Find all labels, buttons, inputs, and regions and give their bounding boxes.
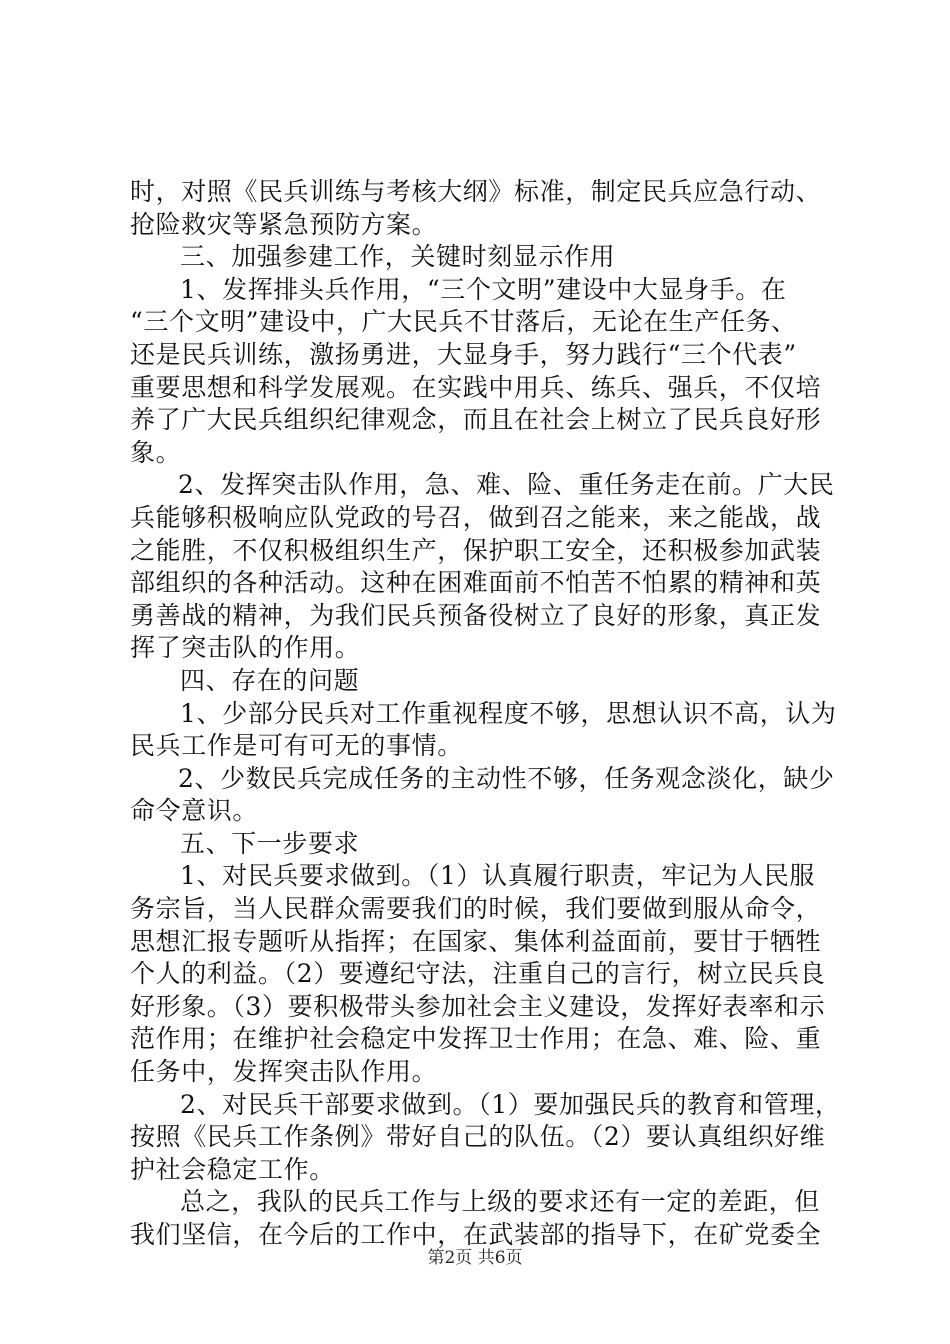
text-line: 部组织的各种活动。这种在困难面前不怕苦不怕累的精神和英: [130, 568, 822, 598]
text-line: “三个文明”建设中，广大民兵不甘落后，无论在生产任务、: [130, 307, 797, 337]
text-line: 抢险救灾等紧急预防方案。: [130, 209, 438, 239]
page-footer: 第2页 共6页: [427, 1248, 523, 1268]
text-line: 之能胜，不仅积极组织生产，保护职工安全，还积极参加武装: [130, 535, 822, 565]
text-line: 好形象。（3）要积极带头参加社会主义建设，发挥好表率和示: [130, 991, 826, 1021]
text-line: 民兵工作是可有可无的事情。: [130, 731, 463, 761]
text-line: 按照《民兵工作条例》带好自己的队伍。（2）要认真组织好维: [130, 1122, 826, 1152]
text-line: 命令意识。: [130, 796, 259, 826]
text-line: 还是民兵训练，激扬勇进，大显身手，努力践行“三个代表”: [130, 339, 797, 369]
text-line: 1、发挥排头兵作用，“三个文明”建设中大显身手。在: [180, 274, 787, 304]
text-line: 范作用；在维护社会稳定中发挥卫士作用；在急、难、险、重: [130, 1024, 822, 1054]
text-line: 护社会稳定工作。: [130, 1154, 335, 1184]
text-line: 象。: [130, 437, 182, 467]
text-line: 三、加强参建工作，关键时刻显示作用: [180, 242, 616, 272]
text-line: 个人的利益。（2）要遵纪守法，注重自己的言行，树立民兵良: [130, 959, 826, 989]
text-line: 时，对照《民兵训练与考核大纲》标准，制定民兵应急行动、: [130, 177, 822, 206]
text-line: 挥了突击队的作用。: [130, 633, 361, 663]
text-line: 2、对民兵干部要求做到。（1）要加强民兵的教育和管理，: [180, 1089, 841, 1119]
document-body: [130, 176, 842, 1252]
text-line: 四、存在的问题: [180, 665, 360, 695]
text-line: 养了广大民兵组织纪律观念，而且在社会上树立了民兵良好形: [130, 405, 822, 435]
text-line: 任务中，发挥突击队作用。: [130, 1057, 438, 1087]
text-line: 2、发挥突击队作用，急、难、险、重任务走在前。广大民: [178, 470, 835, 500]
text-line: 思想汇报专题听从指挥；在国家、集体利益面前，要甘于牺牲: [130, 926, 822, 956]
text-line: 重要思想和科学发展观。在实践中用兵、练兵、强兵，不仅培: [130, 372, 822, 402]
text-line: 务宗旨，当人民群众需要我们的时候，我们要做到服从命令，: [130, 894, 822, 924]
text-line: 1、少部分民兵对工作重视程度不够，思想认识不高，认为: [180, 698, 837, 728]
text-line: 五、下一步要求: [180, 828, 360, 858]
text-line: 我们坚信，在今后的工作中，在武装部的指导下，在矿党委全: [130, 1220, 822, 1249]
text-line: 总之，我队的民兵工作与上级的要求还有一定的差距，但: [180, 1187, 821, 1217]
text-line: 勇善战的精神，为我们民兵预备役树立了良好的形象，真正发: [130, 600, 822, 630]
text-line: 兵能够积极响应队党政的号召，做到召之能来，来之能战，战: [130, 502, 822, 532]
text-line: 1、对民兵要求做到。（1）认真履行职责，牢记为人民服: [180, 861, 815, 891]
text-line: 2、少数民兵完成任务的主动性不够，任务观念淡化，缺少: [178, 763, 835, 793]
